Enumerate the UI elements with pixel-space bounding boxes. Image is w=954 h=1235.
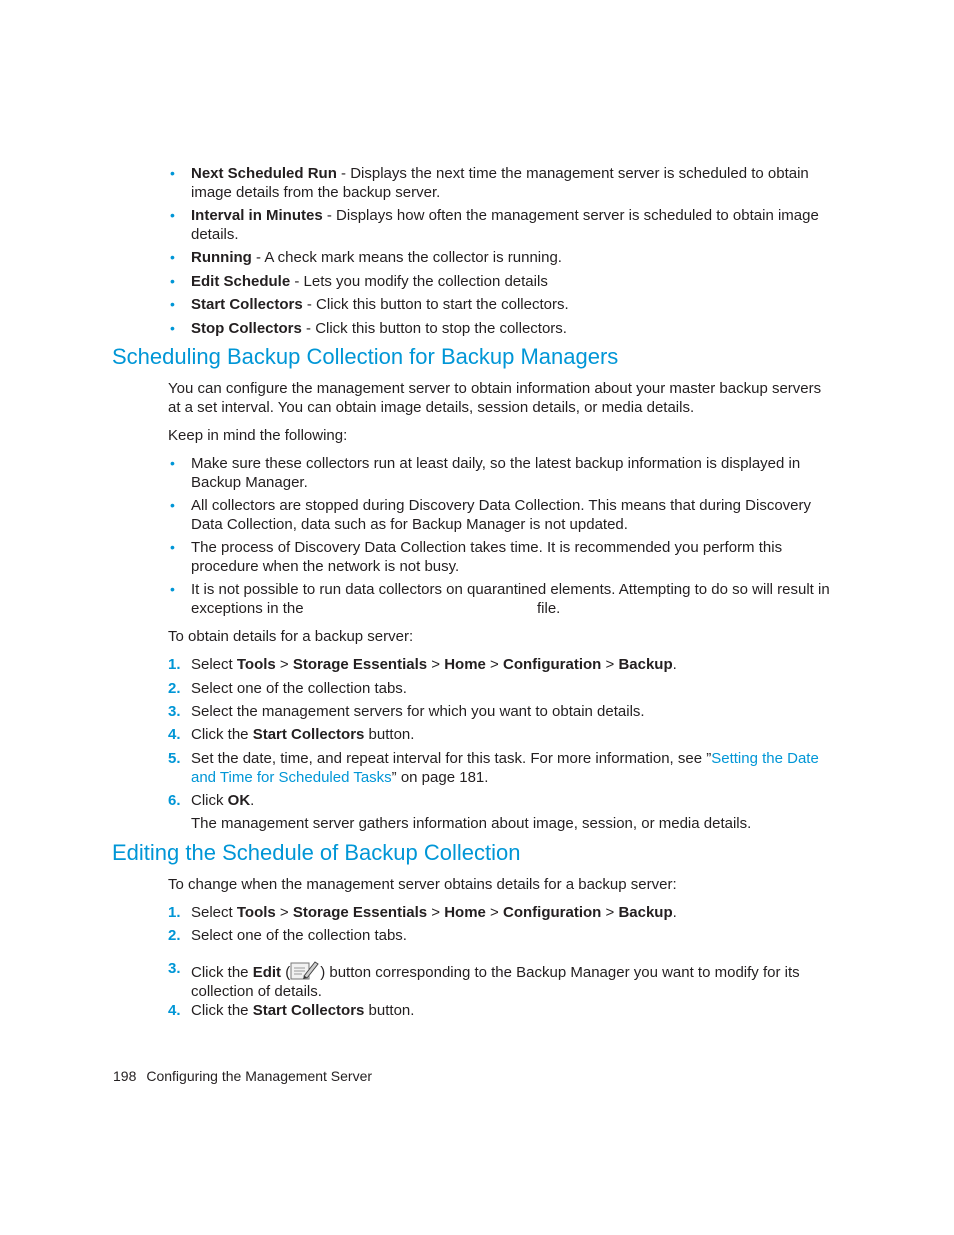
list-item: Make sure these collectors run at least daily, so the latest backup information is displayed in Backup Manager. <box>191 455 801 491</box>
bullet-icon: • <box>170 581 175 597</box>
edit-pencil-icon <box>290 959 320 981</box>
cross-reference-link[interactable]: Setting the Date and Time for Scheduled Tasks <box>191 750 819 786</box>
step-3: Click the Edit ( ) button corresponding to the Backup Manager you want to modify for its collection of details. <box>191 959 836 1001</box>
step-number: 2. <box>168 680 181 697</box>
step-number: 4. <box>168 1002 181 1019</box>
step-2: Select one of the collection tabs. <box>191 927 407 944</box>
section-intro: You can configure the management server to obtain information about your master backup servers at a set interval. You can obtain image details, session details, or media details. <box>168 380 822 416</box>
page-number: 198 <box>113 1068 137 1084</box>
list-item: Start Collectors - Click this button to start the collectors. <box>191 296 569 313</box>
step-number: 5. <box>168 750 181 767</box>
file-label: file. <box>537 600 561 617</box>
bullet-icon: • <box>170 249 175 265</box>
list-item: All collectors are stopped during Discovery Data Collection. This means that during Discovery Data Collection, data such as for Backup Manager is not updated. <box>191 497 812 533</box>
bullet-icon: • <box>170 539 175 555</box>
bullet-icon: • <box>170 497 175 513</box>
step-2: Select one of the collection tabs. <box>191 680 407 697</box>
bullet-icon: • <box>170 165 175 181</box>
page-footer <box>113 1067 382 1086</box>
list-item: Edit Schedule - Lets you modify the collection details <box>191 273 548 290</box>
step-1: Select Tools > Storage Essentials > Home > Configuration > Backup. <box>191 656 677 673</box>
section-intro: To change when the management server obtains details for a backup server: <box>168 876 677 893</box>
bullet-icon: • <box>170 296 175 312</box>
bullet-icon: • <box>170 455 175 471</box>
step-number: 3. <box>168 703 181 720</box>
step-number: 1. <box>168 904 181 921</box>
keep-in-mind-text: Keep in mind the following: <box>168 427 348 444</box>
step-4: Click the Start Collectors button. <box>191 726 415 743</box>
step-3: Select the management servers for which you want to obtain details. <box>191 703 645 720</box>
step-number: 4. <box>168 726 181 743</box>
step-1: Select Tools > Storage Essentials > Home > Configuration > Backup. <box>191 904 677 921</box>
section-heading-scheduling: Scheduling Backup Collection for Backup Managers <box>112 344 619 369</box>
step-4: Click the Start Collectors button. <box>191 1002 415 1019</box>
step-5: Set the date, time, and repeat interval for this task. For more information, see ”Setting the Date and Time for Scheduled Tasks” on page 181. <box>191 750 819 786</box>
obtain-details-text: To obtain details for a backup server: <box>168 628 414 645</box>
step-number: 6. <box>168 792 181 809</box>
bullet-icon: • <box>170 273 175 289</box>
list-item: Stop Collectors - Click this button to stop the collectors. <box>191 320 567 337</box>
list-item: Interval in Minutes - Displays how often the management server is scheduled to obtain image details. <box>191 207 819 243</box>
step-result: The management server gathers information about image, session, or media details. <box>191 815 752 832</box>
list-item: It is not possible to run data collectors on quarantined elements. Attempting to do so will result in exceptions in the <box>191 581 830 617</box>
bullet-icon: • <box>170 207 175 223</box>
step-6: Click OK. <box>191 792 255 809</box>
chapter-title: Configuring the Management Server <box>146 1068 373 1084</box>
list-item: Running - A check mark means the collector is running. <box>191 249 562 266</box>
step-number: 3. <box>168 960 181 977</box>
bullet-icon: • <box>170 320 175 336</box>
section-heading-editing: Editing the Schedule of Backup Collection <box>112 840 521 865</box>
list-item: Next Scheduled Run - Displays the next time the management server is scheduled to obtain image details from the backup server. <box>191 165 809 201</box>
step-number: 1. <box>168 656 181 673</box>
step-number: 2. <box>168 927 181 944</box>
list-item: The process of Discovery Data Collection takes time. It is recommended you perform this procedure when the network is not busy. <box>191 539 783 575</box>
